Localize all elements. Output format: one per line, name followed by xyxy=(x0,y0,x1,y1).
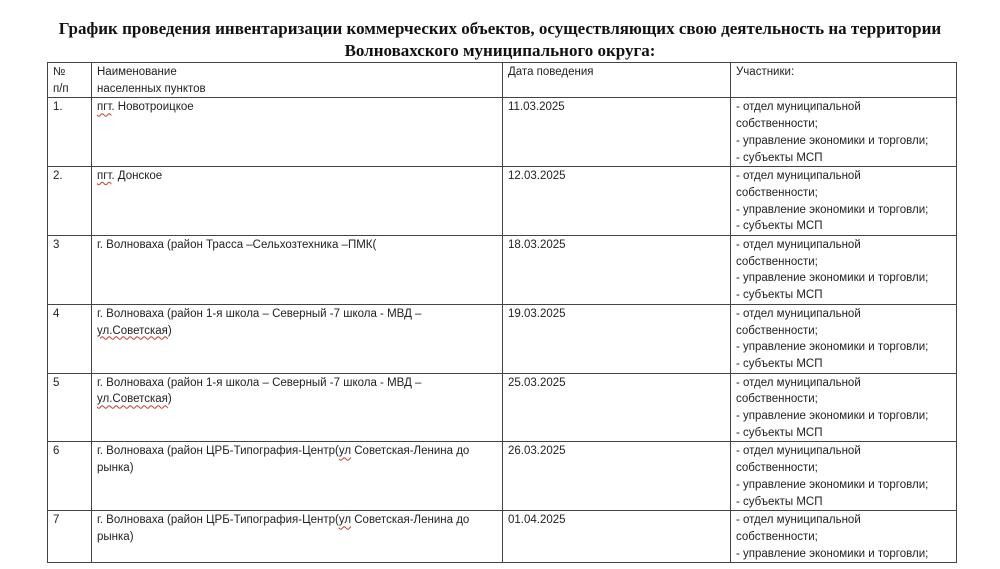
participant-item: - субъекты МСП xyxy=(736,426,823,439)
row-number: 2. xyxy=(48,167,92,236)
header-date: Дата поведения xyxy=(503,63,731,98)
participants-list xyxy=(731,442,957,511)
settlement-name-end: ) xyxy=(167,324,172,337)
participant-item: - отдел муниципальной xyxy=(736,170,861,183)
header-settlement-name: Наименование населенных пунктов xyxy=(92,63,503,98)
participant-item: - отдел муниципальной xyxy=(736,307,861,320)
inventory-date: 18.03.2025 xyxy=(503,236,731,305)
participants-list xyxy=(731,511,957,563)
participant-item: - субъекты МСП xyxy=(736,220,823,233)
participant-item: - отдел муниципальной xyxy=(736,376,861,389)
participants-list xyxy=(731,236,957,305)
participants-list xyxy=(731,304,957,373)
participant-item: собственности; xyxy=(736,118,818,131)
table-row xyxy=(48,373,957,442)
settlement-name xyxy=(92,373,503,442)
participant-item: собственности; xyxy=(736,393,818,406)
participant-item: - управление экономики и торговли; xyxy=(736,341,929,354)
row-number: 3 xyxy=(48,236,92,305)
participant-item: - субъекты МСП xyxy=(736,151,823,164)
title-line-2: Волновахского муниципального округа: xyxy=(344,41,656,60)
settlement-name-text: г. Волноваха (район ЦРБ-Типография-Центр( xyxy=(97,445,339,458)
inventory-date: 25.03.2025 xyxy=(503,373,731,442)
street-abbrev: ул.Советская xyxy=(97,324,168,337)
row-number: 1. xyxy=(48,98,92,167)
settlement-name xyxy=(92,304,503,373)
header-number: № п/п xyxy=(48,63,92,98)
participant-item: - управление экономики и торговли; xyxy=(736,478,929,491)
settlement-name-text: г. Волноваха (район 1-я школа – Северный -7 школа - МВД – xyxy=(97,307,422,320)
settlement-name-text: г. Волноваха (район 1-я школа – Северный -7 школа - МВД – xyxy=(97,376,422,389)
document-title xyxy=(0,18,1000,62)
participant-item: - отдел муниципальной xyxy=(736,445,861,458)
settlement-name-text: . Донское xyxy=(111,170,163,183)
inventory-schedule-table xyxy=(47,62,957,563)
participant-item: - управление экономики и торговли; xyxy=(736,547,929,560)
settlement-name-end: ) xyxy=(167,393,172,406)
participant-item: - отдел муниципальной xyxy=(736,239,861,252)
row-number: 5 xyxy=(48,373,92,442)
participant-item: собственности; xyxy=(736,530,818,543)
street-abbrev: ул xyxy=(338,514,352,527)
settlement-name-end: Советская-Ленина до рынка) xyxy=(97,514,470,543)
table-row xyxy=(48,167,957,236)
participant-item: собственности; xyxy=(736,255,818,268)
inventory-date: 01.04.2025 xyxy=(503,511,731,563)
settlement-type-abbrev: пгт xyxy=(97,170,112,183)
row-number: 4 xyxy=(48,304,92,373)
settlement-name xyxy=(92,98,503,167)
settlement-name-text: . Новотроицкое xyxy=(111,101,194,114)
settlement-name-end: Советская-Ленина до рынка) xyxy=(97,445,470,475)
street-abbrev: ул xyxy=(338,445,352,458)
row-number: 6 xyxy=(48,442,92,511)
participant-item: - отдел муниципальной xyxy=(736,514,861,527)
inventory-date: 19.03.2025 xyxy=(503,304,731,373)
table-row xyxy=(48,304,957,373)
settlement-name-text: г. Волноваха (район Трасса –Сельхозтехника –ПМК( xyxy=(97,239,377,252)
table-row xyxy=(48,98,957,167)
table-row xyxy=(48,511,957,563)
participant-item: собственности; xyxy=(736,462,818,475)
row-number: 7 xyxy=(48,511,92,563)
participant-item: - управление экономики и торговли; xyxy=(736,410,929,423)
participants-list xyxy=(731,167,957,236)
header-participants: Участники: xyxy=(731,63,957,98)
settlement-name xyxy=(92,511,503,563)
participant-item: - субъекты МСП xyxy=(736,495,823,508)
inventory-date: 11.03.2025 xyxy=(503,98,731,167)
settlement-name-text: г. Волноваха (район ЦРБ-Типография-Центр( xyxy=(97,514,339,527)
inventory-date: 26.03.2025 xyxy=(503,442,731,511)
participant-item: собственности; xyxy=(736,324,818,337)
participant-item: - субъекты МСП xyxy=(736,357,823,370)
participant-item: - управление экономики и торговли; xyxy=(736,203,929,216)
table-row xyxy=(48,442,957,511)
inventory-date: 12.03.2025 xyxy=(503,167,731,236)
participants-list xyxy=(731,373,957,442)
participants-list xyxy=(731,98,957,167)
participant-item: - субъекты МСП xyxy=(736,289,823,302)
table-row xyxy=(48,236,957,305)
settlement-type-abbrev: пгт xyxy=(97,101,112,114)
participant-item: - отдел муниципальной xyxy=(736,101,861,114)
title-line-1: График проведения инвентаризации коммерческих объектов, осуществляющих свою деятельность на территории xyxy=(58,19,942,38)
street-abbrev: ул.Советская xyxy=(97,393,168,406)
participant-item: - управление экономики и торговли; xyxy=(736,272,929,285)
table-header-row xyxy=(48,63,957,98)
participant-item: - управление экономики и торговли; xyxy=(736,134,929,147)
settlement-name xyxy=(92,167,503,236)
settlement-name xyxy=(92,236,503,305)
participant-item: собственности; xyxy=(736,186,818,199)
settlement-name xyxy=(92,442,503,511)
